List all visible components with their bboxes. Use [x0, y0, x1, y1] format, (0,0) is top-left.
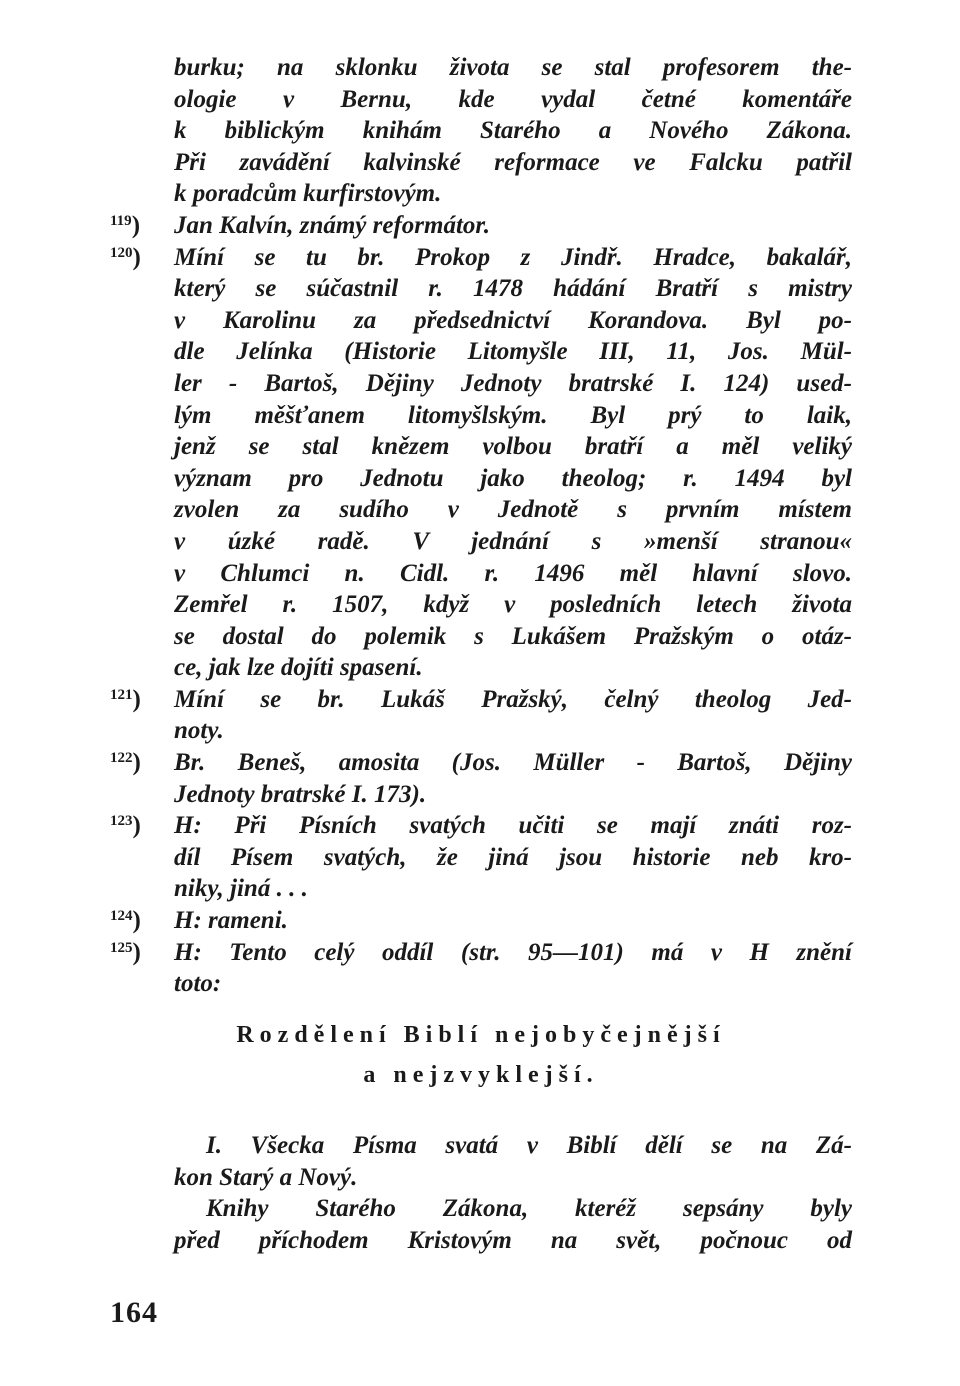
body-line: [110, 1193, 852, 1225]
body-line: [110, 1162, 852, 1194]
footnote-line: [110, 242, 852, 274]
footnote-text: k biblickým knihám Starého a Nového Zákona.: [174, 117, 852, 145]
footnote-text: v Chlumci n. Cidl. r. 1496 měl hlavní slovo.: [174, 559, 852, 587]
footnote-number: $^{119}$): [110, 211, 141, 239]
footnote-number: $^{121}$): [110, 685, 141, 713]
footnote-text: v Karolinu za předsednictví Korandova. Byl po-: [174, 306, 852, 334]
footnote-line: [110, 84, 852, 116]
footnote-text: význam pro Jednotu jako theolog; r. 1494 byl: [174, 464, 852, 492]
footnote-line: [110, 400, 852, 432]
footnote-line: [110, 494, 852, 526]
footnote-line: [110, 589, 852, 621]
footnote-text: noty.: [174, 717, 224, 745]
footnote-text: Míní se br. Lukáš Pražský, čelný theolog Jed-: [174, 685, 852, 713]
footnote-text: ologie v Bernu, kde vydal četné komentáře: [174, 85, 852, 113]
footnote-text: jenž se stal knězem volbou bratří a měl veliký: [174, 433, 852, 461]
footnote-text: ce, jak lze dojíti spasení.: [174, 654, 423, 682]
footnote-line: [110, 968, 852, 1000]
body-text-block: [110, 1130, 852, 1256]
footnote-text: Zemřel r. 1507, když v posledních letech života: [174, 591, 852, 619]
footnote-line: [110, 273, 852, 305]
footnote-text: H: Tento celý oddíl (str. 95—101) má v H znění: [174, 938, 852, 966]
body-line-text: kon Starý a Nový.: [174, 1163, 358, 1191]
footnote-line: [110, 558, 852, 590]
footnote-number: $^{124}$): [110, 907, 141, 935]
footnote-line: [110, 810, 852, 842]
body-line-text: před příchodem Kristovým na svět, počnouc od: [174, 1226, 852, 1254]
footnote-number: $^{123}$): [110, 812, 141, 840]
footnote-line: [110, 652, 852, 684]
footnote-text: se dostal do polemik s Lukášem Pražským o otáz-: [174, 622, 852, 650]
footnote-line: [110, 305, 852, 337]
section-heading-line-1: Rozdělení Biblí nejobyčejnější: [236, 1022, 726, 1048]
footnote-line: [110, 937, 852, 969]
footnote-line: [110, 336, 852, 368]
footnote-text: Při zavádění kalvinské reformace ve Falcku patřil: [174, 148, 852, 176]
footnote-line: [110, 621, 852, 653]
body-line-text: I. Všecka Písma svatá v Biblí dělí se na Zá-: [206, 1132, 852, 1159]
footnote-text: toto:: [174, 970, 222, 998]
footnote-line: [110, 873, 852, 905]
footnote-line: [110, 842, 852, 874]
footnote-text: burku; na sklonku života se stal profesorem the-: [174, 54, 852, 81]
footnote-line: [110, 115, 852, 147]
body-line-text: Knihy Starého Zákona, kteréž sepsány byly: [206, 1195, 852, 1223]
footnote-text: dle Jelínka (Historie Litomyšle III, 11, Jos. Mül-: [174, 338, 852, 366]
footnote-text: Míní se tu br. Prokop z Jindř. Hradce, bakalář,: [174, 243, 852, 271]
footnote-line: [110, 210, 852, 242]
footnote-line: [110, 368, 852, 400]
footnote-number: $^{122}$): [110, 749, 141, 777]
footnote-text: k poradcům kurfirstovým.: [174, 180, 442, 208]
footnote-line: [110, 463, 852, 495]
footnote-line: [110, 905, 852, 937]
footnote-text: niky, jiná . . .: [174, 875, 308, 903]
footnote-text: zvolen za sudího v Jednotě s prvním místem: [174, 496, 852, 524]
footnote-text: H: rameni.: [174, 907, 288, 935]
footnote-text: Jednoty bratrské I. 173).: [174, 780, 427, 808]
footnote-text: H: Při Písních svatých učiti se mají znáti roz-: [174, 812, 852, 840]
body-line: [110, 1225, 852, 1257]
footnote-text: ler - Bartoš, Dějiny Jednoty bratrské I. 124) used-: [174, 369, 852, 397]
page-number: 164: [110, 1296, 158, 1329]
footnote-line: [110, 52, 852, 84]
footnote-line: [110, 147, 852, 179]
footnote-line: [110, 431, 852, 463]
footnote-line: [110, 747, 852, 779]
footnote-line: [110, 178, 852, 210]
footnote-text: který se súčastnil r. 1478 hádání Bratří s mistry: [174, 275, 852, 303]
footnote-text: v úzké radě. V jednání s »menší stranou«: [174, 527, 852, 555]
footnote-text: lým měšťanem litomyšlským. Byl prý to laik,: [174, 401, 852, 429]
footnote-line: [110, 779, 852, 811]
footnote-text: Br. Beneš, amosita (Jos. Müller - Bartoš, Dějiny: [174, 749, 852, 777]
footnote-line: [110, 526, 852, 558]
footnote-number: $^{120}$): [110, 243, 141, 271]
footnote-line: [110, 715, 852, 747]
section-heading-line-2: a nejzvyklejší.: [363, 1062, 599, 1088]
footnote-text: díl Písem svatých, že jiná jsou historie neb kro-: [174, 843, 852, 871]
footnote-line: [110, 684, 852, 716]
footnotes-block: [110, 52, 852, 1000]
footnote-number: $^{125}$): [110, 938, 141, 966]
body-line: [110, 1130, 852, 1162]
footnote-text: Jan Kalvín, známý reformátor.: [174, 211, 491, 239]
